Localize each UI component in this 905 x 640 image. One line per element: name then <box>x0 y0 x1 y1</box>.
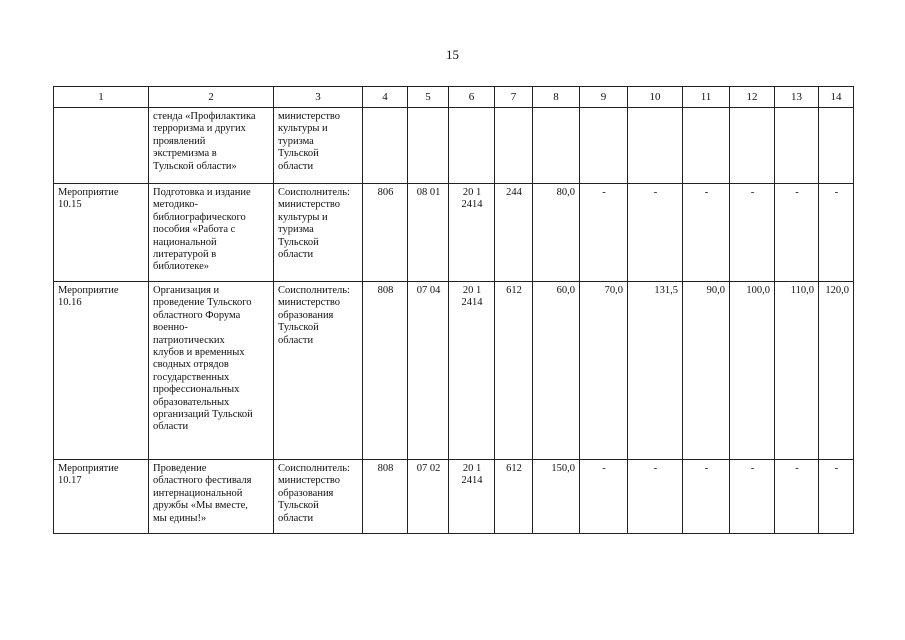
cell-value <box>533 108 580 184</box>
cell-value: 08 01 <box>408 184 449 282</box>
cell-value: 20 1 2414 <box>449 282 495 460</box>
cell-value: - <box>683 460 730 534</box>
table-row <box>54 108 854 184</box>
header-cell: 3 <box>274 87 363 108</box>
header-cell: 1 <box>54 87 149 108</box>
cell-value <box>408 108 449 184</box>
cell-description: Проведение областного фестиваля интернациональной дружбы «Мы вместе, мы едины!» <box>149 460 274 534</box>
cell-value: 60,0 <box>533 282 580 460</box>
cell-value: - <box>775 460 819 534</box>
cell-value: 150,0 <box>533 460 580 534</box>
cell-value: 612 <box>495 282 533 460</box>
cell-value: 100,0 <box>730 282 775 460</box>
cell-description: стенда «Профилактика терроризма и других проявлений экстремизма в Тульской области» <box>149 108 274 184</box>
page-number: 15 <box>446 47 459 62</box>
cell-description: Подготовка и издание методико- библиографического пособия «Работа с национальной литературой в библиотеке» <box>149 184 274 282</box>
header-cell: 9 <box>580 87 628 108</box>
cell-value <box>580 108 628 184</box>
cell-value <box>775 108 819 184</box>
cell-value: 808 <box>363 460 408 534</box>
header-cell: 14 <box>819 87 854 108</box>
cell-value: 20 1 2414 <box>449 460 495 534</box>
cell-executor: Соисполнитель: министерство образования Тульской области <box>274 460 363 534</box>
header-cell: 2 <box>149 87 274 108</box>
cell-measure: Мероприятие 10.17 <box>54 460 149 534</box>
cell-value: 80,0 <box>533 184 580 282</box>
header-cell: 6 <box>449 87 495 108</box>
cell-value: - <box>683 184 730 282</box>
table-row <box>54 460 854 534</box>
header-cell: 8 <box>533 87 580 108</box>
cell-value: 612 <box>495 460 533 534</box>
cell-value: 131,5 <box>628 282 683 460</box>
cell-value: 20 1 2414 <box>449 184 495 282</box>
header-row <box>54 87 854 108</box>
header-cell: 13 <box>775 87 819 108</box>
cell-value: - <box>730 460 775 534</box>
cell-value: 07 04 <box>408 282 449 460</box>
cell-value <box>363 108 408 184</box>
cell-value: 110,0 <box>775 282 819 460</box>
table-row <box>54 184 854 282</box>
cell-measure: Мероприятие 10.16 <box>54 282 149 460</box>
cell-value <box>683 108 730 184</box>
header-cell: 4 <box>363 87 408 108</box>
header-cell: 11 <box>683 87 730 108</box>
cell-value: - <box>628 184 683 282</box>
cell-executor: Соисполнитель: министерство образования Тульской области <box>274 282 363 460</box>
cell-value: - <box>628 460 683 534</box>
cell-value: - <box>775 184 819 282</box>
budget-table <box>53 86 854 534</box>
cell-value: - <box>730 184 775 282</box>
cell-value <box>495 108 533 184</box>
cell-value: 244 <box>495 184 533 282</box>
header-cell: 10 <box>628 87 683 108</box>
cell-value <box>628 108 683 184</box>
cell-value: 806 <box>363 184 408 282</box>
cell-value <box>819 108 854 184</box>
cell-value: - <box>819 460 854 534</box>
table-row <box>54 282 854 460</box>
header-cell: 5 <box>408 87 449 108</box>
cell-executor: Соисполнитель: министерство культуры и туризма Тульской области <box>274 184 363 282</box>
cell-executor: министерство культуры и туризма Тульской области <box>274 108 363 184</box>
cell-value: 07 02 <box>408 460 449 534</box>
cell-value <box>449 108 495 184</box>
cell-measure <box>54 108 149 184</box>
cell-value: 70,0 <box>580 282 628 460</box>
header-cell: 12 <box>730 87 775 108</box>
cell-value: 808 <box>363 282 408 460</box>
cell-value: - <box>580 184 628 282</box>
header-cell: 7 <box>495 87 533 108</box>
cell-measure: Мероприятие 10.15 <box>54 184 149 282</box>
cell-value: - <box>580 460 628 534</box>
cell-description: Организация и проведение Тульского областного Форума военно- патриотических клубов и временных сводных отрядов государственных профессиональных образовательных организаций Тульской области <box>149 282 274 460</box>
cell-value: - <box>819 184 854 282</box>
cell-value: 120,0 <box>819 282 854 460</box>
cell-value <box>730 108 775 184</box>
cell-value: 90,0 <box>683 282 730 460</box>
